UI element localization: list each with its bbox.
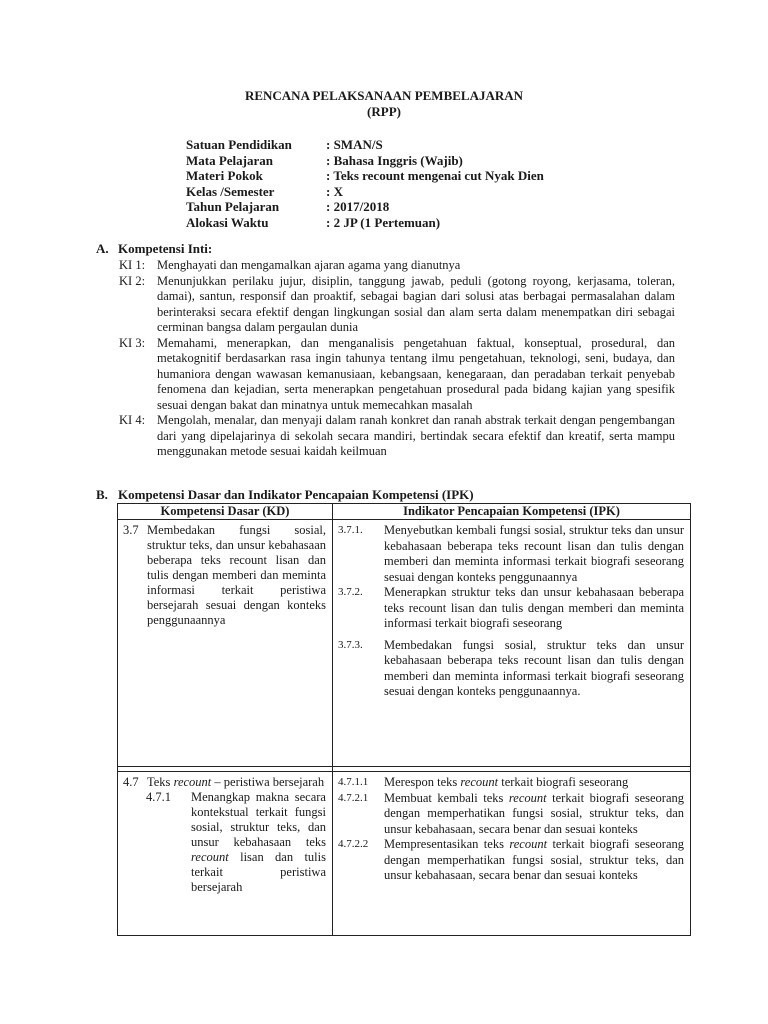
ipk-item [338,523,684,585]
ipk-text-italic: recount [509,837,548,851]
ki-label: KI 1: [119,258,146,272]
identity-row [186,184,544,200]
ipk-text-italic: recount [508,790,547,805]
ipk-text-pre: Merespon teks [384,775,458,789]
kd-sub-text-pre: Menangkap makna secara kontekstual terkait fungsi sosial, struktur teks, dan unsur kebahasaan teks [191,790,326,849]
section-title: Kompetensi Dasar dan Indikator Pencapaian Kompetensi (IPK) [118,487,474,502]
ipk-item [338,837,684,884]
ipk-number: 4.7.2.1 [338,791,369,804]
identity-label: Kelas /Semester [186,183,275,199]
kd-sub-number: 4.7.1 [146,790,171,804]
ipk-text: Membedakan fungsi sosial, struktur teks dan unsur kebahasaan beberapa teks recount lisan dan tulis dengan memberi dan meminta informasi terkait biografi seseorang sesuai dengan konteks penggunaannya. [384,637,684,698]
identity-value: : SMAN/S [326,137,383,152]
identity-value: : X [326,183,343,199]
ki-text: Menghayati dan mengamalkan ajaran agama yang dianutnya [157,258,461,272]
section-letter: A. [96,241,109,256]
ipk-item [338,638,684,700]
ki-text: Menunjukkan perilaku jujur, disiplin, tanggung jawab, peduli (gotong royong, kerjasama, toleran, damai), santun, responsif dan proaktif, sebagai bagian dari solusi atas berbagai permasalahan dalam berinteraksi secara efektif dengan lingkungan sosial dan alam serta dalam menempatkan diri sebagai cerminan bangsa dalam pergaulan dunia [157,273,675,334]
kd-text [147,775,326,790]
ipk-text [384,837,684,884]
identity-block [186,137,544,230]
ipk-text: Menerapkan struktur teks dan unsur kebahasaan beberapa teks recount lisan dan tulis dengan memberi dan meminta informasi terkait biografi seseorang [384,585,684,630]
kd-sub-text-post: lisan dan tulis terkait peristiwa bersejarah [191,850,326,894]
section-title: Kompetensi Inti: [118,241,213,256]
identity-value: : Teks recount mengenai cut Nyak Dien [326,168,544,183]
table-header-row [118,504,691,520]
kd-sub-text-italic: recount [191,850,229,864]
kd-text-italic: recount [173,775,212,789]
identity-label: Satuan Pendidikan [186,137,292,152]
list-item [119,274,675,336]
identity-row [186,137,544,153]
ipk-text-post: terkait biografi seseorang [501,775,629,789]
kd-ipk-table [117,503,691,936]
ipk-text-post: terkait biografi seseorang dengan memperhatikan fungsi sosial, struktur teks, dan unsur kebahasaan, secara benar dan sesuai konteks [384,837,684,882]
kd-text: Membedakan fungsi sosial, struktur teks, dan unsur kebahasaan beberapa teks recount lisan dan tulis dengan memberi dan meminta informasi terkait peristiwa bersejarah sesuai dengan konteks penggunaannya [147,523,326,627]
ipk-text [384,791,684,838]
kd-sub-text [191,790,326,895]
kd-item [123,775,326,790]
identity-label: Materi Pokok [186,168,263,183]
document-subtitle: (RPP) [367,104,401,119]
identity-label: Alokasi Waktu [186,214,269,230]
identity-value: : 2 JP (1 Pertemuan) [326,214,441,230]
section-a-heading [96,241,212,257]
list-item [119,258,675,274]
table-row [118,772,691,936]
ipk-text-post: terkait biografi seseorang dengan memperhatikan fungsi sosial, struktur teks, dan unsur kebahasaan, secara benar dan sesuai konteks [384,790,684,836]
table-row [118,520,691,767]
ipk-number: 3.7.3. [338,638,363,651]
identity-value: : Bahasa Inggris (Wajib) [326,152,463,168]
section-letter: B. [96,487,108,502]
kd-cell [118,520,333,767]
ipk-text-italic: recount [460,775,499,789]
ki-label: KI 4: [119,413,146,427]
ipk-number: 4.7.1.1 [338,776,369,788]
ipk-cell [333,772,691,936]
identity-row [186,199,544,215]
column-header-ipk: Indikator Pencapaian Kompetensi (IPK) [333,504,691,520]
document-title: RENCANA PELAKSANAAN PEMBELAJARAN [244,88,524,103]
kd-text-pre: Teks [147,775,171,789]
list-item [119,336,675,414]
list-item [119,413,675,460]
kd-item [123,523,326,628]
kd-number: 3.7 [123,523,139,537]
identity-row [186,215,544,231]
ki-label: KI 3: [119,335,146,350]
identity-value: : 2017/2018 [326,199,390,214]
kd-cell [118,772,333,936]
ipk-number: 4.7.2.2 [338,838,369,850]
ki-text: Mengolah, menalar, dan menyaji dalam ranah konkret dan ranah abstrak terkait dengan pengembangan dari yang dipelajarinya di sekolah secara mandiri, bertindak secara efektif dan kreatif, serta mampu menggunakan metode sesuai kaidah keilmuan [157,413,675,458]
ipk-text [384,775,684,791]
ki-text: Memahami, menerapkan, dan menganalisis pengetahuan faktual, konseptual, prosedural, dan metakognitif berdasarkan rasa ingin tahunya tentang ilmu pengetahuan, teknologi, seni, budaya, dan humaniora dengan wawasan kemanusiaan, kebangsaan, kenegaraan, dan peradaban terkait penyebab fenomena dan kejadian, serta menerapkan pengetahuan prosedural pada bidang kajian yang spesifik sesuai dengan bakat dan minatnya untuk memecahkan masalah [157,335,675,412]
column-header-kd: Kompetensi Dasar (KD) [118,504,333,520]
kompetensi-inti-list [119,258,675,460]
ipk-item [338,791,684,838]
identity-label: Tahun Pelajaran [186,199,280,214]
identity-row [186,168,544,184]
kd-sub-item [146,790,326,895]
ipk-text-pre: Mempresentasikan teks [384,837,504,851]
identity-row [186,153,544,169]
kd-number: 4.7 [123,775,139,789]
ipk-number: 3.7.1. [338,524,363,536]
ipk-item [338,775,684,791]
identity-label: Mata Pelajaran [186,152,274,168]
ipk-number: 3.7.2. [338,586,363,598]
ipk-text-pre: Membuat kembali teks [384,790,504,805]
ipk-text: Menyebutkan kembali fungsi sosial, struktur teks dan unsur kebahasaan beberapa teks recount lisan dan tulis dengan memberi dan meminta informasi terkait biografi seseorang sesuai dengan konteks penggunaannya [384,523,684,584]
ki-label: KI 2: [119,273,146,288]
ipk-cell [333,520,691,767]
section-b-heading [96,487,474,503]
kd-text-post: – peristiwa bersejarah [214,775,325,789]
ipk-item [338,585,684,632]
